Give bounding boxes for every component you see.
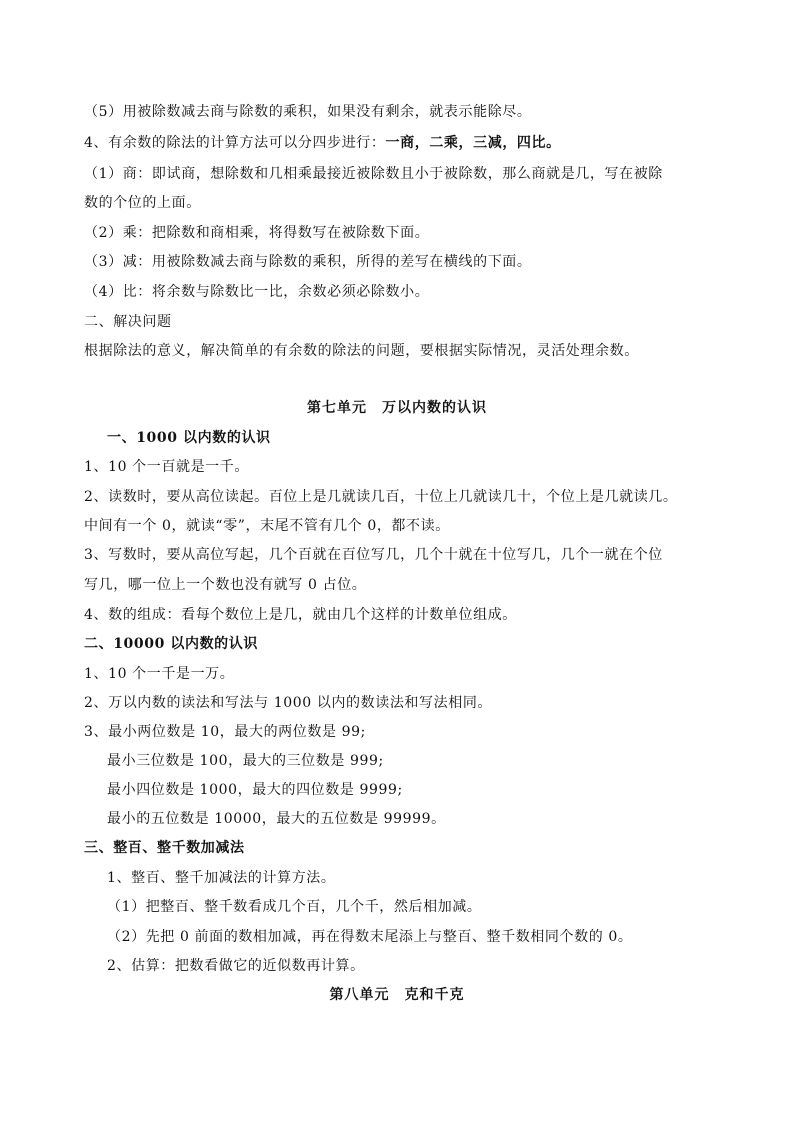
text-line-ten-thousand: 1、10 个一千是一万。 — [84, 666, 235, 682]
unit-heading-8: 第八单元 克和千克 — [329, 987, 465, 1003]
text-line-number-composition: 4、数的组成：看每个数位上是几，就由几个这样的计数单位组成。 — [84, 607, 517, 623]
text-line-two-digit: 3、最小两位数是 10，最大的两位数是 99; — [84, 724, 366, 740]
text-line-writing-zero: 写几，哪一位上一个数也没有就写 0 占位。 — [84, 577, 367, 593]
text-line-method-step1: （1）把整百、整千数看成几个百，几个千，然后相加减。 — [107, 899, 482, 915]
text-line-three-digit: 最小三位数是 100，最大的三位数是 999; — [107, 753, 384, 769]
remainder-method-intro: 4、有余数的除法的计算方法可以分四步进行： — [84, 135, 386, 151]
text-line-four-digit: 最小四位数是 1000，最大的四位数是 9999; — [107, 782, 403, 798]
text-line-step-quotient: （1）商：即试商，想除数和几相乘最接近被除数且小于被除数，那么商就是几，写在被除 — [84, 166, 663, 182]
section-heading-10000: 二、10000 以内数的认识 — [84, 636, 258, 652]
text-line-step-compare: （4）比：将余数与除数比一比，余数必须必除数小。 — [84, 284, 430, 300]
text-line-solve-problems: 根据除法的意义，解决简单的有余数的除法的问题，要根据实际情况，灵活处理余数。 — [84, 343, 639, 359]
text-line-five-digit: 最小的五位数是 10000，最大的五位数是 99999。 — [107, 811, 446, 827]
text-line-thousand: 1、10 个一百就是一千。 — [84, 459, 249, 475]
text-line-writing-numbers: 3、写数时，要从高位写起，几个百就在百位写几，几个十就在十位写几，几个一就在个位 — [84, 547, 663, 563]
section-heading-solve-problems: 二、解决问题 — [84, 314, 172, 330]
text-line-step-multiply: （2）乘：把除数和商相乘，将得数写在被除数下面。 — [84, 225, 430, 241]
text-line-step-subtract: （3）减：用被除数减去商与除数的乘积，所得的差写在横线的下面。 — [84, 254, 532, 270]
text-line-estimation: 2、估算：把数看做它的近似数再计算。 — [107, 958, 365, 974]
remainder-method-steps: 一商，二乘，三减，四比。 — [385, 135, 561, 151]
text-line-add-sub-method: 1、整百、整千加减法的计算方法。 — [107, 870, 336, 886]
text-line-remainder-method — [84, 133, 561, 153]
unit-heading-7: 第七单元 万以内数的认识 — [307, 400, 487, 416]
text-line-reading-zero: 中间有一个 0，就读“零”，末尾不管有几个 0，都不读。 — [84, 518, 450, 534]
text-line-reading-numbers: 2、读数时，要从高位读起。百位上是几就读几百，十位上几就读几十，个位上是几就读几。 — [84, 489, 678, 505]
text-line-division-step5: （5）用被除数减去商与除数的乘积，如果没有剩余，就表示能除尽。 — [84, 104, 532, 120]
section-heading-whole-hundreds: 三、整百、整千数加减法 — [84, 840, 245, 856]
text-line-step-quotient-cont: 数的个位的上面。 — [84, 195, 201, 211]
text-line-method-step2: （2）先把 0 前面的数相加减，再在得数末尾添上与整百、整千数相同个数的 0。 — [107, 929, 633, 945]
text-line-reading-writing-same: 2、万以内数的读法和写法与 1000 以内的数读法和写法相同。 — [84, 695, 493, 711]
section-heading-1000: 一、1000 以内数的认识 — [107, 430, 271, 446]
